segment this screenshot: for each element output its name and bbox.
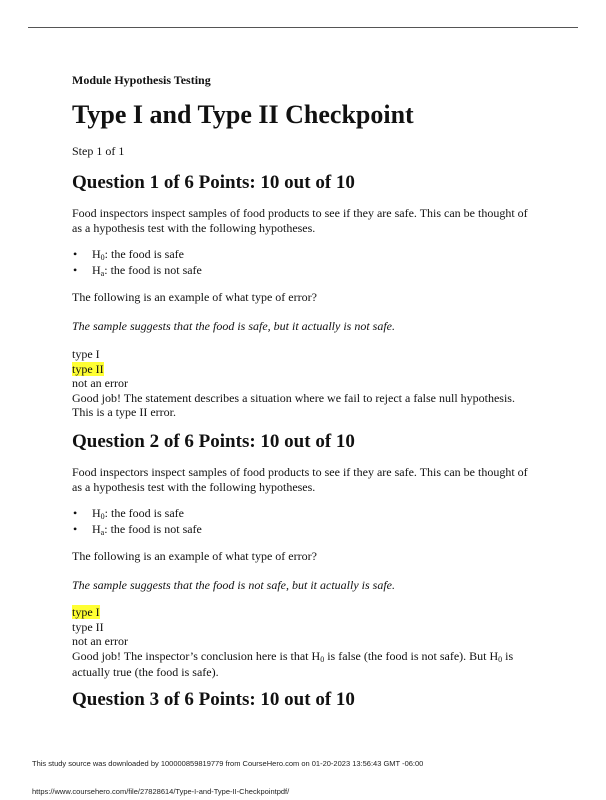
question-1-option-not-an-error[interactable]: not an error [72, 376, 128, 391]
question-1-intro: Food inspectors inspect samples of food products to see if they are safe. This can be thought of as a hypothesis test with the following hypotheses. [72, 206, 528, 235]
download-source-note: This study source was downloaded by 100000859819779 from CourseHero.com on 01-20-2023 13:56:43 GMT -06:00 [32, 759, 424, 768]
question-2-hypotheses [72, 506, 202, 538]
question-2-option-type-i[interactable]: type I [72, 605, 100, 619]
question-1-scenario: The sample suggests that the food is safe, but it actually is not safe. [72, 319, 395, 333]
question-2-feedback: Good job! The inspector’s conclusion here is that $H_0$ is false (the food is not safe). But $H_0$ is actually true (the food is safe). [72, 648, 514, 680]
question-1-option-type-ii[interactable]: type II [72, 361, 104, 376]
question-2-heading: Question 2 of 6 Points: 10 out of 10 [72, 431, 355, 452]
module-label: Module Hypothesis Testing [72, 73, 211, 87]
null-hypothesis: • $H_0$: the food is safe [72, 247, 202, 263]
question-1-heading: Question 1 of 6 Points: 10 out of 10 [72, 172, 355, 193]
source-url[interactable]: https://www.coursehero.com/file/27828614/Type-I-and-Type-II-Checkpointpdf/ [32, 787, 290, 796]
question-2-options [72, 605, 538, 680]
page-title: Type I and Type II Checkpoint [72, 100, 414, 129]
question-2-option-not-an-error[interactable]: not an error [72, 634, 128, 649]
question-1-feedback: Good job! The statement describes a situation where we fail to reject a false null hypothesis. This is a type II error. [72, 390, 515, 420]
question-1-prompt: The following is an example of what type of error? [72, 290, 317, 304]
question-1-hypotheses [72, 247, 202, 279]
question-2-prompt: The following is an example of what type of error? [72, 549, 317, 563]
question-2-intro: Food inspectors inspect samples of food products to see if they are safe. This can be thought of as a hypothesis test with the following hypotheses. [72, 465, 528, 494]
question-1-options [72, 347, 538, 420]
alternative-hypothesis: • $H_a$: the food is not safe [72, 263, 202, 279]
question-2-option-type-ii[interactable]: type II [72, 619, 104, 634]
null-hypothesis: • $H_0$: the food is safe [72, 506, 202, 522]
question-1-option-type-i[interactable]: type I [72, 347, 100, 361]
question-2-scenario: The sample suggests that the food is not safe, but it actually is safe. [72, 578, 395, 592]
question-3-heading: Question 3 of 6 Points: 10 out of 10 [72, 689, 355, 710]
step-indicator: Step 1 of 1 [72, 144, 125, 158]
top-rule [28, 27, 578, 28]
alternative-hypothesis: • $H_a$: the food is not safe [72, 522, 202, 538]
